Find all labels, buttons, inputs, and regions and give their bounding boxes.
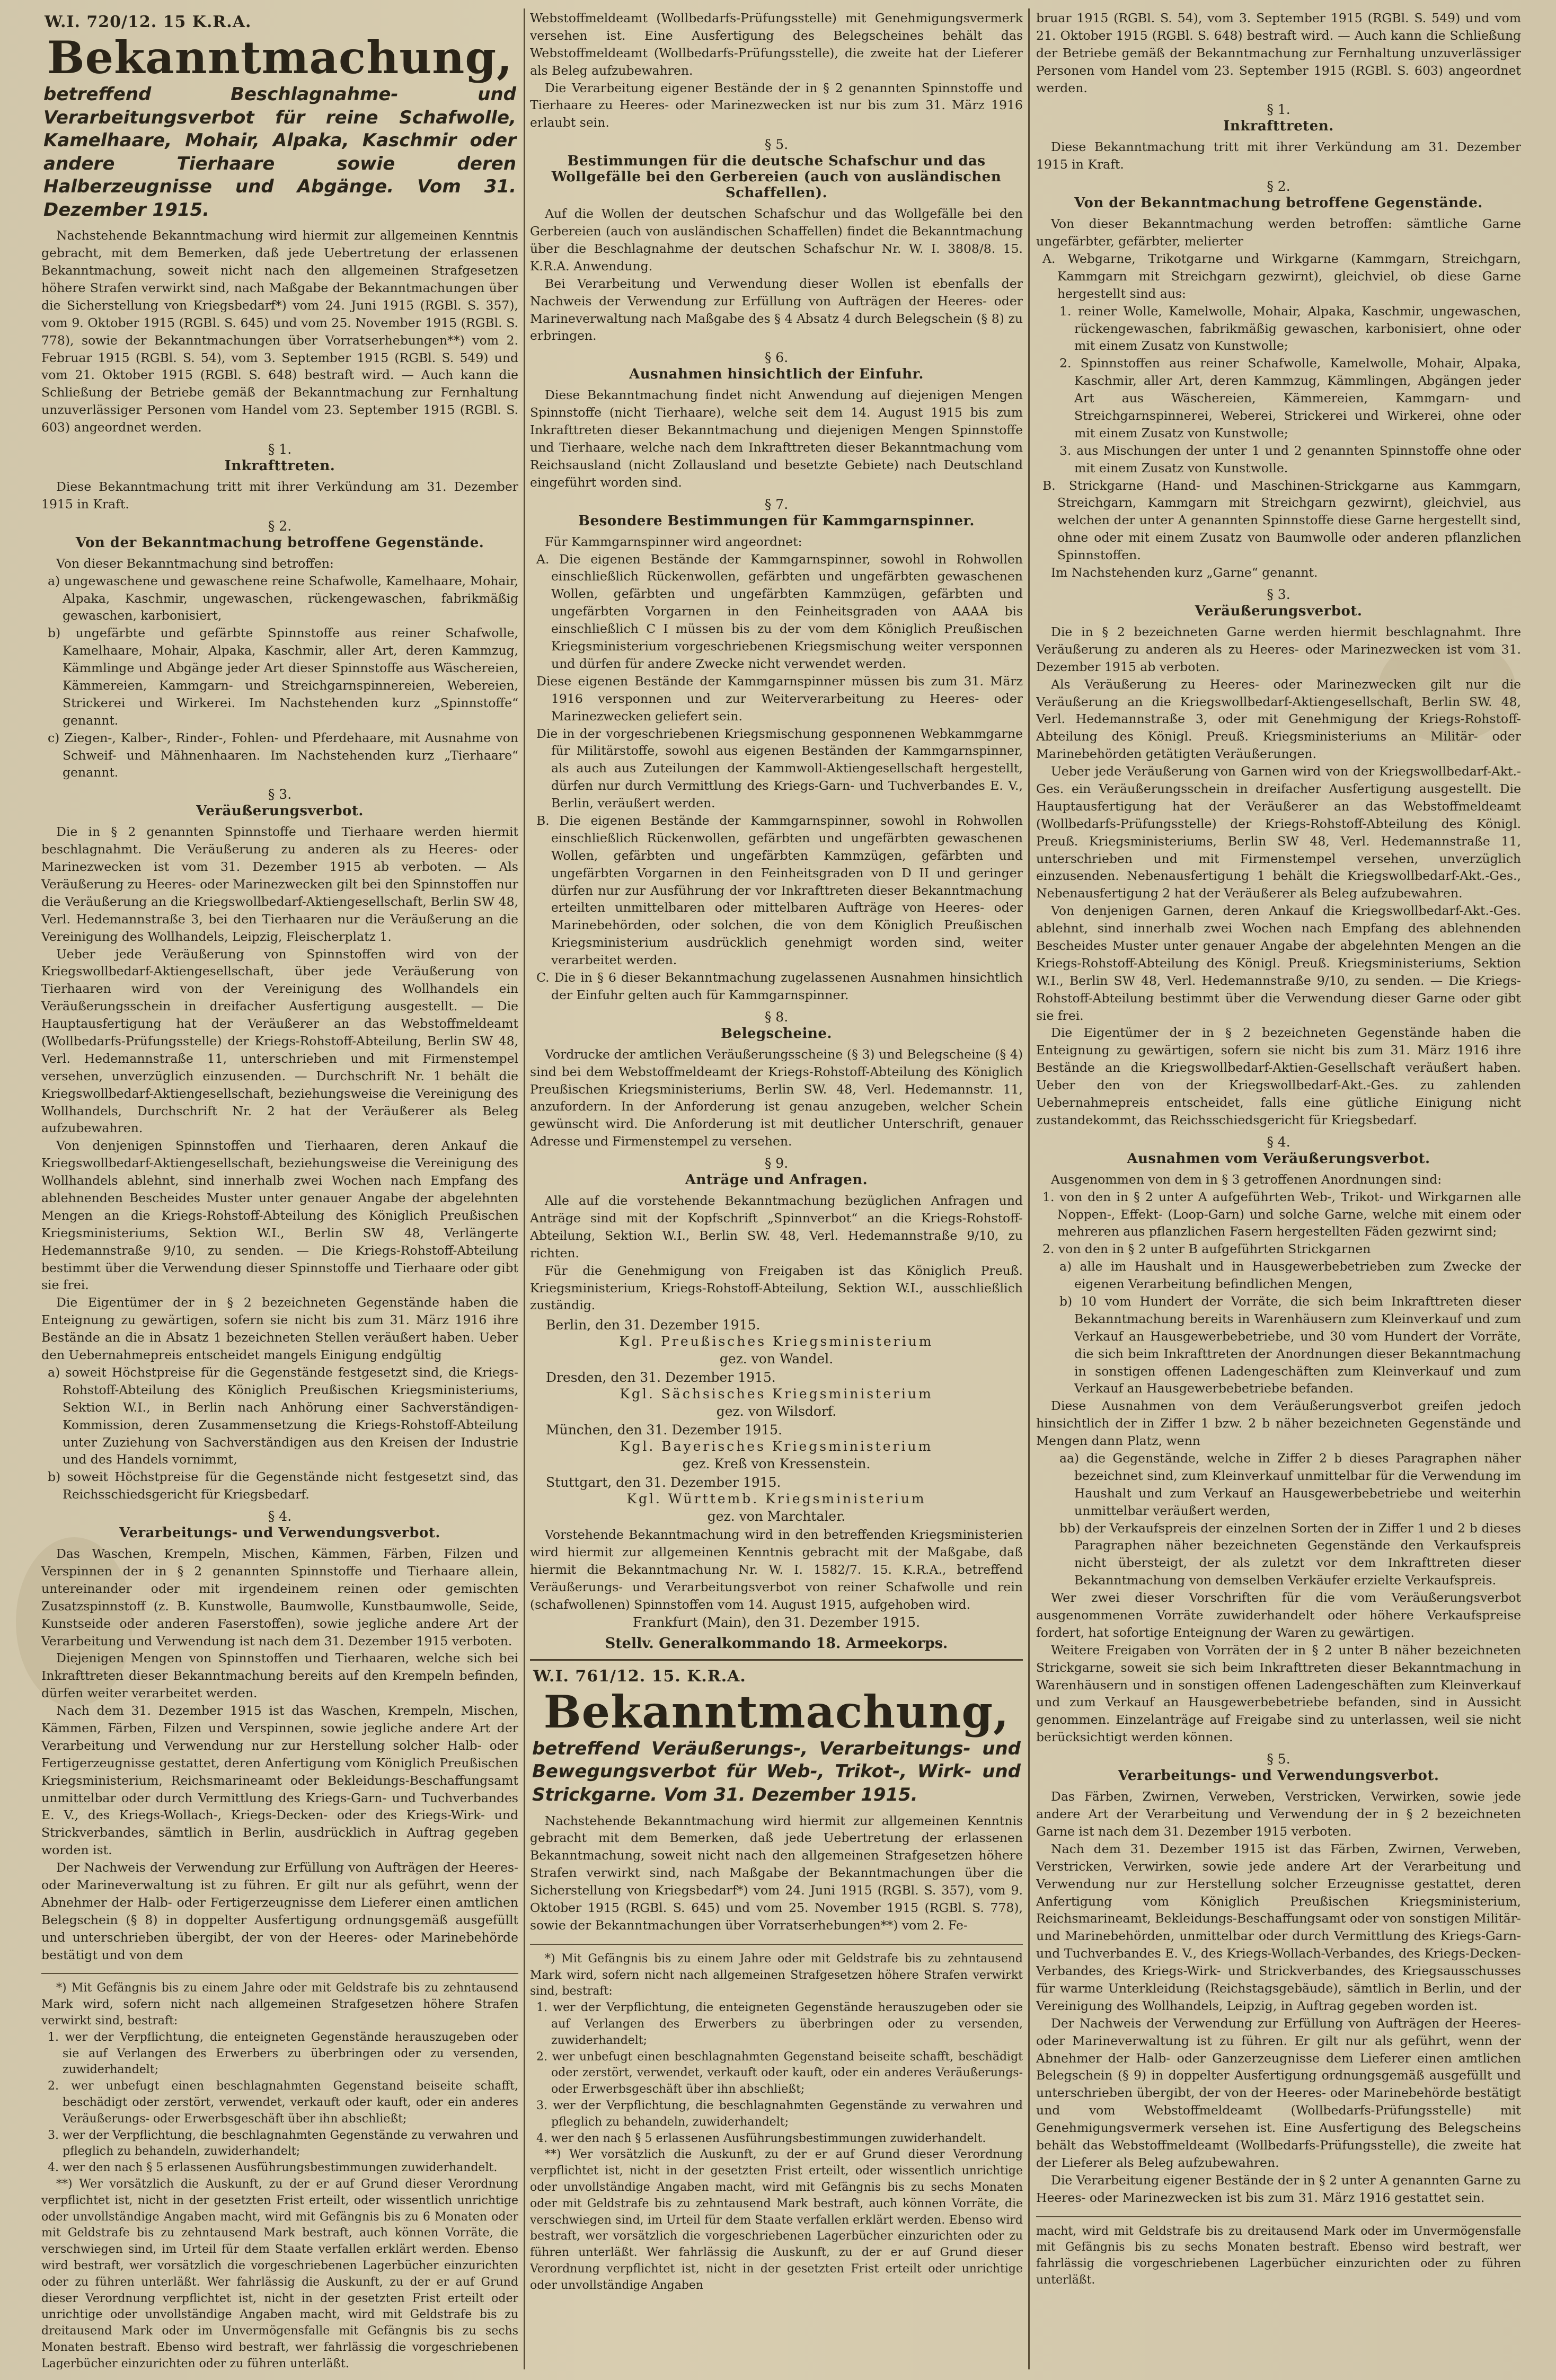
section-heading: Von der Bekanntmachung betroffene Gegenstände. <box>1074 195 1483 211</box>
list-item: bb) der Verkaufspreis der einzelnen Sorten der in Ziffer 1 und 2 b dieses Paragraphen näher bezeichneten Gegenstände den Verkaufspreis nicht übersteigt, der als zuletzt vor dem Inkrafttreten dieser Bekanntmachung von demselben Verkäufer erzielte Verkaufspreis. <box>1059 1520 1521 1588</box>
signature-place: Dresden, den 31. Dezember 1915. <box>546 1370 776 1386</box>
section-heading: Veräußerungsverbot. <box>1195 603 1363 619</box>
column-1 <box>41 10 518 2369</box>
paragraph: Die in § 2 genannten Spinnstoffe und Tierhaare werden hiermit beschlagnahmt. Die Veräußerung zu anderen als zu Heeres- oder Marinezwecken ist vom 31. Dezember 1915 ab verboten. — Als Veräußerung zu Heeres- oder Marinezwecken gilt bei den Spinnstoffen nur die Veräußerung an die Kriegswollbedarf-Aktiengesellschaft, Berlin SW 48, Verl. Hedemannstraße 3, bei den Tierhaaren nur die Veräußerung an die Vereinigung des Wollhandels, Leipzig, Fleischerplatz 1. <box>41 824 518 944</box>
announcement-title: Bekanntmachung, <box>543 1685 1010 1738</box>
section-heading: Veräußerungsverbot. <box>196 803 364 819</box>
paragraph: Der Nachweis der Verwendung zur Erfüllung von Aufträgen der Heeres- oder Marineverwaltung ist zu führen. Er gilt nur als geführt, wenn der Abnehmer der Halb- oder Ganzerzeugnisse dem Lieferer einen amtlichen Belegschein (§ 9) in doppelter Ausfertigung ordnungsgemäß ausgefüllt und unterschrieben übergibt, der von der Heeres- oder Marinebehörde bestätigt und vom Webstoffmeldeamt (Wollbedarfs-Prüfungsstelle) mit Genehmigungsvermerk versehen ist. Eine Ausfertigung des Belegscheins behält das Webstoffmeldeamt (Wollbedarfs-Prüfungsstelle), die zweite hat der Lieferer als Beleg aufzubewahren. <box>1036 2015 1521 2170</box>
list-item: aa) die Gegenstände, welche in Ziffer 2 b dieses Paragraphen näher bezeichnet sind, zum Kleinverkauf unmittelbar für die Verwendung im Haushalt und zum Verkauf an Hausgewerbebetriebe und weiterhin unmittelbar veräußert werden, <box>1059 1451 1521 1518</box>
footnote: macht, wird mit Geldstrafe bis zu dreitausend Mark oder im Unvermögensfalle mit Gefängnis bis zu sechs Monaten bestraft. Ebenso wird bestraft, wer fahrlässig die vorgeschriebenen Lagerbücher einzurichten oder zu führen unterläßt. <box>1036 2224 1521 2287</box>
footnote-divider <box>41 1973 518 1974</box>
paragraph: Webstoffmeldeamt (Wollbedarfs-Prüfungsstelle) mit Genehmigungsvermerk versehen ist. Eine Ausfertigung des Belegscheines behält das Webstoffmeldeamt (Wollbedarfs-Prüfungsstelle), die zweite hat der Lieferer als Beleg aufzubewahren. <box>530 11 1023 78</box>
section-heading: Inkrafttreten. <box>1223 118 1334 135</box>
paragraph: Von dieser Bekanntmachung sind betroffen: <box>56 556 334 571</box>
footnote-item: 2. wer unbefugt einen beschlagnahmten Gegenstand beiseite schafft, beschädigt oder zerstört, verwendet, verkauft oder kauft, oder ein anderes Veräußerungs- oder Erwerbsgeschäft über ihn abschließt; <box>48 2079 518 2126</box>
paragraph: Wer zwei dieser Vorschriften für die vom Veräußerungsverbot ausgenommenen Vorräte zuwiderhandelt oder höhere Verkaufspreise fordert, hat sofortige Enteignung der Waren zu gewärtigen. <box>1036 1590 1521 1640</box>
ministry-name: Kgl. Bayerisches Kriegsministerium <box>620 1439 933 1455</box>
paragraph: Nach dem 31. Dezember 1915 ist das Färben, Zwirnen, Verweben, Verstricken, Verwirken, sowie jede andere Art der Verarbeitung und Verwendung nur zur Herstellung solcher Erzeugnisse gestattet, deren Anfertigung vom Königlich Preußischen Kriegsministerium, Reichsmarineamt, Bekleidungs-Beschaffungsamt oder von sonstigen Militär- und Marinebehörden, unmittelbar oder durch Vermittlung des Kriegs-Garn- und Tuchverbandes E. V., des Kriegs-Wollach-Verbandes, des Kriegs-Decken-Verbandes, des Kriegs-Wirk- und Strickverbandes, des Kriegsausschusses für warme Unterkleidung (Reichstagsgebäude), sämtlich in Berlin, und der Vereinigung des Wollhandels, Leipzig, in Auftrag gegeben worden ist. <box>1036 1841 1521 2013</box>
section-number: § 4. <box>268 1509 292 1524</box>
paragraph: Von dieser Bekanntmachung werden betroffen: sämtliche Garne ungefärbter, gefärbter, melierter <box>1036 216 1521 249</box>
paragraph: Von denjenigen Spinnstoffen und Tierhaaren, deren Ankauf die Kriegswollbedarf-Aktiengesellschaft, beziehungsweise die Vereinigung des Wollhandels ablehnt, sind innerhalb zwei Wochen nach Empfang des ablehnenden Bescheides Muster unter genauer Angabe der abgelehnten Mengen an die Kriegs-Rohstoff-Abteilung des Königlich Preußischen Kriegsministeriums, Sektion W.I., Berlin SW 48, Verlängerte Hedemannstraße 9/10, zu senden. — Die Kriegs-Rohstoff-Abteilung bestimmt über die Verwendung dieser Spinnstoffe und Tierhaare oder gibt sie frei. <box>41 1138 518 1293</box>
section-heading: Von der Bekanntmachung betroffene Gegenstände. <box>75 534 484 551</box>
reference-number: W.I. 720/12. 15 K.R.A. <box>45 13 252 31</box>
paragraph: Von denjenigen Garnen, deren Ankauf die Kriegswollbedarf-Akt.-Ges. ablehnt, sind innerhalb zwei Wochen nach Empfang des ablehnenden Bescheides Muster unter genauer Angabe der abgelehnten Mengen an die Kriegs-Rohstoff-Abteilung des Königl. Preuß. Kriegsministeriums, Sektion W.I., Berlin SW 48, Verl. Hedemannstraße 9/10, zu senden. — Die Kriegs-Rohstoff-Abteilung bestimmt über die Verwendung dieser Garne oder gibt sie frei. <box>1036 903 1521 1023</box>
footnote-item: 2. wer unbefugt einen beschlagnahmten Gegenstand beiseite schafft, beschädigt oder zerstört, verwendet, verkauft oder kauft, oder ein anderes Veräußerungs- oder Erwerbsgeschäft über ihn abschließt; <box>536 2050 1023 2096</box>
paragraph: Vordrucke der amtlichen Veräußerungsscheine (§ 3) und Belegscheine (§ 4) sind bei dem Webstoffmeldeamt der Kriegs-Rohstoff-Abteilung des Königlich Preußischen Kriegsministeriums, Berlin SW. 48, Verl. Hedemannstr. 11, anzufordern. In der Anforderung ist genau anzugeben, welcher Schein gewünscht wird. Die Anforderung ist mit deutlicher Unterschrift, genauer Adresse und Firmenstempel zu versehen. <box>530 1046 1023 1149</box>
announcement-subtitle: betreffend Veräußerungs-, Verarbeitungs- und Bewegungsverbot für Web-, Trikot-, Wirk- und Strickgarne. Vom 31. Dezember 1915. <box>532 1738 1021 1805</box>
paragraph: Ueber jede Veräußerung von Spinnstoffen wird von der Kriegswollbedarf-Aktiengesellschaft, über jede Veräußerung von Tierhaaren wird von der Vereinigung des Wollhandels ein Veräußerungsschein in dreifacher Ausfertigung ausgestellt. — Die Hauptausfertigung hat der Veräußerer an das Webstoffmeldeamt (Wollbedarfs-Prüfungsstelle) der Kriegs-Rohstoff-Abteilung, Berlin SW 48, Verl. Hedemannstraße 11, unterschrieben und mit Firmenstempel versehen, unverzüglich einzusenden. — Durchschrift Nr. 1 behält die Kriegswollbedarf-Aktiengesellschaft, beziehungsweise die Vereinigung des Wollhandels, Durchschrift Nr. 2 hat der Veräußerer als Beleg aufzubewahren. <box>41 946 518 1136</box>
reference-number: W.I. 761/12. 15. K.R.A. <box>533 1667 746 1686</box>
paragraph: Das Waschen, Krempeln, Mischen, Kämmen, Färben, Filzen und Verspinnen der in § 2 genannten Spinnstoffe und Tierhaare allein, untereinander oder mit irgendeinem reinen oder gemischten Zusatzspinnstoff (z. B. Kunstwolle, Baumwolle, Kunstbaumwolle, Seide, Kunstseide oder anderen Faserstoffen), sowie jegliche andere Art der Verarbeitung und Verwendung ist nach dem 31. Dezember 1915 verboten. <box>41 1546 518 1649</box>
section-heading: Verarbeitungs- und Verwendungsverbot. <box>119 1525 440 1541</box>
paragraph: Diese Ausnahmen von dem Veräußerungsverbot greifen jedoch hinsichtlich der in Ziffer 1 bzw. 2 b näher bezeichneten Gegenstände und Mengen dann Platz, wenn <box>1036 1398 1521 1449</box>
paragraph: Diese Bekanntmachung tritt mit ihrer Verkündung am 31. Dezember 1915 in Kraft. <box>1036 139 1521 172</box>
footnote-item: 3. wer der Verpflichtung, die beschlagnahmten Gegenstände zu verwahren und pfleglich zu behandeln, zuwiderhandelt; <box>536 2099 1023 2129</box>
paragraph: Weitere Freigaben von Vorräten der in § 2 unter B näher bezeichneten Strickgarne, soweit sie sich beim Inkrafttreten dieser Bekanntmachung in Warenhäusern und in sonstigen offenen Ladengeschäften zum Kleinverkauf und zum Verkauf an Hausgewerbebetriebe befanden, sind in Aussicht genommen. Einzelanträge auf Freigabe sind zu unterlassen, weil sie nicht berücksichtigt werden können. <box>1036 1642 1521 1745</box>
section-heading: Ausnahmen vom Veräußerungsverbot. <box>1127 1150 1430 1167</box>
section-number: § 7. <box>764 496 789 512</box>
list-item: 2. Spinnstoffen aus reiner Schafwolle, Kamelwolle, Mohair, Alpaka, Kaschmir, aller Art, deren Kammzug, Kämmlingen, Abgängen jeder Art aus Wäschereien, Kämmereien, Kammgarn- und Streichgarnspinnerei, Weberei, Strickerei und Wirkerei, ohne oder mit einem Zusatz von Kunstwolle; <box>1059 356 1521 440</box>
list-item: C. Die in § 6 dieser Bekanntmachung zugelassenen Ausnahmen hinsichtlich der Einfuhr gelten auch für Kammgarnspinner. <box>536 969 1023 1002</box>
footnote-divider <box>1036 2216 1521 2217</box>
paragraph: Für die Genehmigung von Freigaben ist das Königlich Preuß. Kriegsministerium, Kriegs-Rohstoff-Abteilung, Sektion W.I., ausschließlich zuständig. <box>530 1263 1023 1313</box>
column-rule <box>524 8 525 2369</box>
list-item: 2. von den in § 2 unter B aufgeführten Strickgarnen <box>1042 1241 1371 1257</box>
paragraph: Die Eigentümer der in § 2 bezeichneten Gegenstände haben die Enteignung zu gewärtigen, sofern sie nicht bis zum 31. März 1916 ihre Bestände an die in Absatz 1 bezeichneten Stellen veräußert haben. Ueber den Uebernahmepreis entscheidet mangels Einigung endgültig <box>41 1295 518 1363</box>
paragraph: Diese Bekanntmachung findet nicht Anwendung auf diejenigen Mengen Spinnstoffe (nicht Tierhaare), welche seit dem 14. August 1915 bis zum Inkrafttreten dieser Bekanntmachung und diejenigen Mengen Spinnstoffe und Tierhaare, welche nach dem Inkrafttreten dieser Bekanntmachung vom Reichsausland (nicht Zollausland und besetzte Gebiete) nach Deutschland eingeführt worden sind. <box>530 387 1023 490</box>
paragraph: Die in § 2 bezeichneten Garne werden hiermit beschlagnahmt. Ihre Veräußerung zu anderen als zu Heeres- oder Marinezwecken ist vom 31. Dezember 1915 ab verboten. <box>1036 624 1521 674</box>
announcement-title: Bekanntmachung, <box>47 31 513 84</box>
paragraph: Als Veräußerung zu Heeres- oder Marinezwecken gilt nur die Veräußerung an die Kriegswollbedarf-Aktiengesellschaft, Berlin SW. 48, Verl. Hedemannstraße 3, oder mit Genehmigung der Kriegs-Rohstoff-Abteilung des Königl. Preuß. Kriegsministeriums an Militär- oder Marinebehörden getätigten Veräußerungen. <box>1036 676 1521 762</box>
section-number: § 8. <box>764 1009 789 1025</box>
section-number: § 9. <box>764 1156 789 1171</box>
paragraph: Die Eigentümer der in § 2 bezeichneten Gegenstände haben die Enteignung zu gewärtigen, sofern sie nicht bis zum 31. März 1916 ihre Bestände an die Kriegswollbedarf-Aktien-Gesellschaft veräußert haben. Ueber den von der Kriegswollbedarf-Akt.-Ges. zu zahlenden Uebernahmepreis entscheidet, falls eine gütliche Einigung nicht zustandekommt, das Reichsschiedsgericht für Kriegsbedarf. <box>1036 1025 1521 1127</box>
signature-name: gez. von Wilsdorf. <box>716 1404 837 1420</box>
section-number: § 1. <box>1267 102 1290 118</box>
section-heading: Verarbeitungs- und Verwendungsverbot. <box>1118 1768 1439 1784</box>
section-number: § 2. <box>1267 179 1290 195</box>
signature-place: Stuttgart, den 31. Dezember 1915. <box>546 1475 781 1491</box>
list-item: b) 10 vom Hundert der Vorräte, die sich beim Inkrafttreten dieser Bekanntmachung bereits in Warenhäusern zum Kleinverkauf und zum Verkauf an Hausgewerbebetriebe, und 30 vom Hundert der Vorräte, die sich beim Inkrafttreten der Anordnungen dieser Bekanntmachung in sonstigen offenen Ladengeschäften zum Kleinverkauf und zum Verkauf an Hausgewerbebetriebe befanden. <box>1059 1294 1521 1396</box>
list-item: a) ungewaschene und gewaschene reine Schafwolle, Kamelhaare, Mohair, Alpaka, Kaschmir, ungewaschen, rückengewaschen, fabrikmäßig gewaschen, karbonisiert, <box>48 573 518 623</box>
closing-paragraph: Vorstehende Bekanntmachung wird in den betreffenden Kriegsministerien wird hiermit zur allgemeinen Kenntnis gebracht mit der Maßgabe, daß hiermit die Bekanntmachung Nr. W. I. 1582/7. 15. K.R.A., betreffend Veräußerungs- und Verarbeitungsverbot von reiner Schafwolle und rein (schafwollenen) Spinnstoffen vom 14. August 1915, aufgehoben wird. <box>530 1527 1023 1612</box>
section-number: § 3. <box>268 787 292 803</box>
list-item: c) Ziegen-, Kalber-, Rinder-, Fohlen- und Pferdehaare, mit Ausnahme von Schweif- und Mähnenhaaren. Im Nachstehenden kurz „Tierhaare“ genannt. <box>48 730 518 780</box>
ministry-name: Kgl. Sächsisches Kriegsministerium <box>620 1386 933 1402</box>
signature-name: gez. von Wandel. <box>719 1351 834 1367</box>
paragraph: Das Färben, Zwirnen, Verweben, Verstricken, Verwirken, sowie jede andere Art der Verarbeitung und Verwendung der in § 2 bezeichneten Garne ist nach dem 31. Dezember 1915 verboten. <box>1036 1789 1521 1839</box>
paragraph: bruar 1915 (RGBl. S. 54), vom 3. September 1915 (RGBl. S. 549) und vom 21. Oktober 1915 (RGBl. S. 648) bestraft wird. — Auch kann die Schließung der Betriebe gemäß der Bekanntmachung zur Fernhaltung unzuverlässiger Personen vom Handel vom 23. September 1915 (RGBl. S. 603) angeordnet werden. <box>1036 11 1521 95</box>
section-number: § 2. <box>268 518 292 534</box>
intro-paragraph: Nachstehende Bekanntmachung wird hiermit zur allgemeinen Kenntnis gebracht mit dem Bemerken, daß jede Uebertretung der erlassenen Bekanntmachung, soweit nicht nach den allgemeinen Strafgesetzen höhere Strafen verwirkt sind, nach Maßgabe der Bekanntmachungen über die Sicherstellung von Kriegsbedarf*) vom 24. Juni 1915 (RGBl. S. 357), vom 9. Oktober 1915 (RGBl. S. 645) und vom 25. November 1915 (RGBl. S. 778), sowie der Bekanntmachungen über Vorratserhebungen**) vom 2. Fe- <box>530 1813 1023 1933</box>
footnote: **) Wer vorsätzlich die Auskunft, zu der er auf Grund dieser Verordnung verpflichtet ist, nicht in der gesetzten Frist erteilt, oder wissentlich unrichtige oder unvollständige Angaben macht, wird mit Gefängnis bis zu sechs Monaten oder mit Geldstrafe bis zu zehntausend Mark bestraft, auch können Vorräte, die verschwiegen sind, im Urteil für dem Staate verfallen erklärt werden. Ebenso wird bestraft, wer vorsätzlich die vorgeschriebenen Lagerbücher einzurichten oder zu führen unterläßt. Wer fahrlässig die Auskunft, zu der er auf Grund dieser Verordnung verpflichtet ist, nicht in der gesetzten Frist erteilt oder unrichtige oder unvollständige Angaben <box>530 2148 1023 2292</box>
paragraph: Bei Verarbeitung und Verwendung dieser Wollen ist ebenfalls der Nachweis der Verwendung zur Erfüllung von Aufträgen der Heeres- oder Marineverwaltung nach Maßgabe des § 4 Absatz 4 durch Belegschein (§ 8) zu erbringen. <box>530 276 1023 343</box>
paragraph: Die Verarbeitung eigener Bestände der in § 2 genannten Spinnstoffe und Tierhaare zu Heeres- oder Marinezwecken ist nur bis zum 31. März 1916 erlaubt sein. <box>530 80 1023 130</box>
signature-place: Berlin, den 31. Dezember 1915. <box>546 1317 761 1333</box>
section-heading: Belegscheine. <box>721 1025 832 1042</box>
list-item: a) soweit Höchstpreise für die Gegenstände festgesetzt sind, die Kriegs-Rohstoff-Abteilung des Königlich Preußischen Kriegsministeriums, Sektion W.I., in Berlin nach Anhörung einer Sachverständigen-Kommission, deren Zusammensetzung die Kriegs-Rohstoff-Abteilung unter Zuziehung von Sachverständigen aus den Kreisen der Industrie und des Handels vornimmt, <box>48 1364 518 1467</box>
footnote-item: 1. wer der Verpflichtung, die enteigneten Gegenstände herauszugeben oder sie auf Verlangen des Erwerbers zu überbringen oder zu versenden, zuwiderhandelt; <box>48 2030 518 2077</box>
list-item: A. Webgarne, Trikotgarne und Wirkgarne (Kammgarn, Streichgarn, Kammgarn mit Streichgarn gezwirnt), gleichviel, ob diese Garne hergestellt sind aus: <box>1042 251 1521 301</box>
list-item: B. Die eigenen Bestände der Kammgarnspinner, sowohl in Rohwollen einschließlich Rückenwollen, gefärbten und ungefärbten gewaschenen Wollen, gefärbten und ungefärbten Kammzügen, gefärbten und ungefärbten Vorgarnen in den Feinheitsgraden von D II und geringer dürfen nur zur Ausführung der vor Inkrafttreten dieser Bekanntmachung erteilten unmittelbaren oder mittelbaren Aufträge von Heeres- oder Marinebehörden, oder solchen, die von dem Königlich Preußischen Kriegsministerium ausdrücklich genehmigt worden sind, weiter verarbeitet werden. <box>536 813 1023 968</box>
signature-name: gez. von Marchtaler. <box>707 1509 846 1524</box>
paragraph: Ueber jede Veräußerung von Garnen wird von der Kriegswollbedarf-Akt.-Ges. ein Veräußerungsschein in dreifacher Ausfertigung ausgestellt. Die Hauptausfertigung hat der Veräußerer an das Webstoffmeldeamt (Wollbedarfs-Prüfungsstelle) der Kriegs-Rohstoff-Abteilung des Königl. Preuß. Kriegsministeriums, Berlin SW 48, Verl. Hedemannstraße 11, unterschrieben und mit Firmenstempel versehen, unverzüglich einzusenden. Nebenausfertigung 1 behält die Kriegswollbedarf-Akt.-Ges., Nebenausfertigung 2 hat der Veräußerer als Beleg aufzubewahren. <box>1036 764 1521 901</box>
paragraph: Im Nachstehenden kurz „Garne“ genannt. <box>1051 565 1318 580</box>
footnotes <box>1036 2224 1521 2289</box>
list-item: 1. reiner Wolle, Kamelwolle, Mohair, Alpaka, Kaschmir, ungewaschen, rückengewaschen, fabrikmäßig gewaschen, karbonisiert, ohne oder mit einem Zusatz von Kunstwolle; <box>1059 303 1521 354</box>
ministry-name: Kgl. Preußisches Kriegsministerium <box>619 1334 934 1350</box>
footnote-item: 4. wer den nach § 5 erlassenen Ausführungsbestimmungen zuwiderhandelt. <box>48 2161 498 2175</box>
section-number: § 4. <box>1267 1134 1290 1150</box>
section-heading: Ausnahmen hinsichtlich der Einfuhr. <box>629 366 924 383</box>
footnote-divider <box>530 1944 1023 1945</box>
signature-place: Frankfurt (Main), den 31. Dezember 1915. <box>632 1614 921 1630</box>
footnote-item: 1. wer der Verpflichtung, die enteigneten Gegenstände herauszugeben oder sie auf Verlangen des Erwerbers zu überbringen oder zu versenden, zuwiderhandelt; <box>536 2001 1023 2047</box>
section-heading: Besondere Bestimmungen für Kammgarnspinner. <box>578 513 975 529</box>
section-number: § 6. <box>764 350 789 366</box>
list-item: b) ungefärbte und gefärbte Spinnstoffe aus reiner Schafwolle, Kamelhaare, Mohair, Alpaka, Kaschmir, aller Art, deren Kammzug, Kämmlinge und Abgänge jeder Art dieser Spinnstoffe aus Wäschereien, Kämmereien, Kammgarn- und Streichgarnspinnereien, Webereien, Strickerei und Wirkerei. Im Nachstehenden kurz „Spinnstoffe“ genannt. <box>48 625 518 728</box>
paragraph: Auf die Wollen der deutschen Schafschur und das Wollgefälle bei den Gerbereien (auch von ausländischen Schaffellen) findet die Bekanntmachung über die Beschlagnahme der deutschen Schafschur Nr. W. I. 3808/8. 15. K.R.A. Anwendung. <box>530 206 1023 274</box>
announcement-divider <box>530 1659 1023 1661</box>
section-number: § 5. <box>1267 1751 1290 1767</box>
paragraph: Nach dem 31. Dezember 1915 ist das Waschen, Krempeln, Mischen, Kämmen, Färben, Filzen und Verspinnen, sowie jegliche andere Art der Verarbeitung und Verwendung nur zur Herstellung solcher Halb- oder Fertigerzeugnisse gestattet, deren Anfertigung vom Königlich Preußischen Kriegsministerium, Reichsmarineamt oder Bekleidungs-Beschaffungsamt unmittelbar oder durch Vermittlung des Kriegs-Garn- und Tuchverbandes E. V., des Kriegs-Wollach-, Kriegs-Decken- oder des Kriegs-Wirk- und Strickverbandes, sämtlich in Berlin, ausdrücklich in Auftrag gegeben worden ist. <box>41 1703 518 1858</box>
announcement-subtitle: betreffend Beschlagnahme- und Verarbeitungsverbot für reine Schafwolle, Kamelhaare, Mohair, Alpaka, Kaschmir oder andere Tierhaare sowie deren Halberzeugnisse und Abgänge. Vom 31. Dezember 1915. <box>43 84 516 221</box>
intro-paragraph: Nachstehende Bekanntmachung wird hiermit zur allgemeinen Kenntnis gebracht, mit dem Bemerken, daß jede Uebertretung der erlassenen Bekanntmachung, soweit nicht nach den allgemeinen Strafgesetzen höhere Strafen verwirkt sind, nach Maßgabe der Bekanntmachungen über die Sicherstellung von Kriegsbedarf*) vom 24. Juni 1915 (RGBl. S. 357), vom 9. Oktober 1915 (RGBl. S. 645) und vom 25. November 1915 (RGBl. S. 778), sowie der Bekanntmachungen über Vorratserhebungen**) vom 2. Februar 1915 (RGBl. S. 54), vom 3. September 1915 (RGBl. S. 549) und vom 21. Oktober 1915 (RGBl. S. 648) bestraft wird. — Auch kann die Schließung der Betriebe gemäß der Bekanntmachung zur Fernhaltung unzuverlässiger Personen vom Handel vom 23. September 1915 (RGBl. S. 603) angeordnet werden. <box>41 228 518 435</box>
footnotes <box>530 1951 1023 2294</box>
paragraph: Der Nachweis der Verwendung zur Erfüllung von Aufträgen der Heeres- oder Marineverwaltung ist zu führen. Er gilt nur als geführt, wenn der Abnehmer der Halb- oder Fertigerzeugnisse dem Lieferer einen amtlichen Belegschein (§ 8) in doppelter Ausfertigung ordnungsgemäß ausgefüllt und unterschrieben übergibt, der von der Heeres- oder Marinebehörde bestätigt und von dem <box>41 1860 518 1962</box>
column-3 <box>1036 10 1521 2369</box>
section-heading: Bestimmungen für die deutsche Schafschur und das Wollgefälle bei den Gerbereien (auch von ausländischen Schaffellen). <box>551 153 1002 201</box>
footnote: **) Wer vorsätzlich die Auskunft, zu der er auf Grund dieser Verordnung verpflichtet ist, nicht in der gesetzten Frist erteilt, oder wissentlich unrichtige oder unvollständige Angaben macht, wird mit Gefängnis bis zu 6 Monaten oder mit Geldstrafe bis zu zehntausend Mark bestraft, auch können Vorräte, die verschwiegen sind, im Urteil für dem Staate verfallen erklärt werden. Ebenso wird bestraft, wer vorsätzlich die vorgeschriebenen Lagerbücher einzurichten oder zu führen unterläßt. Wer fahrlässig die Auskunft, zu der er auf Grund dieser Verordnung verpflichtet ist, nicht in der gesetzten Frist erteilt oder unrichtige oder unvollständige Angaben macht, wird mit Geldstrafe bis zu dreitausend Mark oder im Unvermögensfalle mit Gefängnis bis zu sechs Monaten bestraft. Ebenso wird bestraft, wer fahrlässig die vorgeschriebenen Lagerbücher einzurichten oder zu führen unterläßt. <box>41 2178 518 2369</box>
signature-place: München, den 31. Dezember 1915. <box>546 1422 783 1438</box>
footnote: *) Mit Gefängnis bis zu einem Jahre oder mit Geldstrafe bis zu zehntausend Mark wird, sofern nicht nach allgemeinen Strafgesetzen höhere Strafen verwirkt sind, bestraft: <box>41 1981 518 2028</box>
column-rule <box>1028 8 1030 2369</box>
paragraph: Diese Bekanntmachung tritt mit ihrer Verkündung am 31. Dezember 1915 in Kraft. <box>41 479 518 512</box>
list-item: 3. aus Mischungen der unter 1 und 2 genannten Spinnstoffe ohne oder mit einem Zusatz von Kunstwolle. <box>1059 443 1521 475</box>
footnotes <box>41 1980 518 2369</box>
section-heading: Inkrafttreten. <box>224 457 335 474</box>
list-item: 1. von den in § 2 unter A aufgeführten Web-, Trikot- und Wirkgarnen alle Noppen-, Effekt- (Loop-Garn) und solche Garne, welche mit einem oder mehreren aus pflanzlichen Fasern hergestellten Fäden gezwirnt sind; <box>1042 1189 1521 1239</box>
paragraph: Alle auf die vorstehende Bekanntmachung bezüglichen Anfragen und Anträge sind mit der Kopfschrift „Spinnverbot“ an die Kriegs-Rohstoff-Abteilung, Sektion W.I., Berlin SW. 48, Verl. Hedemannstraße 9/10, zu richten. <box>530 1193 1023 1260</box>
column-2 <box>530 10 1023 2369</box>
list-item: a) alle im Haushalt und in Hausgewerbebetrieben zum Zwecke der eigenen Verarbeitung befindlichen Mengen, <box>1059 1259 1521 1292</box>
signature-name: gez. Kreß von Kressenstein. <box>682 1456 871 1472</box>
footnote-item: 4. wer den nach § 5 erlassenen Ausführungsbestimmungen zuwiderhandelt. <box>536 2131 986 2145</box>
list-item: Diese eigenen Bestände der Kammgarnspinner müssen bis zum 31. März 1916 versponnen und zur Weiterverarbeitung zu Heeres- oder Marinezwecken geliefert sein. <box>536 673 1023 724</box>
list-item: b) soweit Höchstpreise für die Gegenstände nicht festgesetzt sind, das Reichsschiedsgericht für Kriegsbedarf. <box>48 1469 518 1502</box>
footnote: *) Mit Gefängnis bis zu einem Jahre oder mit Geldstrafe bis zu zehntausend Mark wird, sofern nicht nach allgemeinen Strafgesetzen höhere Strafen verwirkt sind, bestraft: <box>530 1952 1023 1998</box>
paragraph: Ausgenommen von dem in § 3 getroffenen Anordnungen sind: <box>1051 1171 1442 1187</box>
paragraph: Die Verarbeitung eigener Bestände der in § 2 unter A genannten Garne zu Heeres- oder Marinezwecken ist bis zum 31. März 1916 gestattet sein. <box>1036 2172 1521 2205</box>
footnote-item: 3. wer der Verpflichtung, die beschlagnahmten Gegenstände zu verwahren und pfleglich zu behandeln, zuwiderhandelt; <box>48 2128 518 2158</box>
issuing-authority: Stellv. Generalkommando 18. Armeekorps. <box>605 1635 948 1652</box>
list-item: Die in der vorgeschriebenen Kriegsmischung gesponnenen Webkammgarne für Militärstoffe, sowohl aus eigenen Beständen der Kammgarnspinner, als auch aus Zuteilungen der Kammwoll-Aktiengesellschaft hergestellt, dürfen nur durch Vermittlung des Kriegs-Garn- und Tuchverbandes E. V., Berlin, veräußert werden. <box>536 726 1023 811</box>
list-item: A. Die eigenen Bestände der Kammgarnspinner, sowohl in Rohwollen einschließlich Rückenwollen, gefärbten und ungefärbten gewaschenen Wollen, gefärbten und ungefärbten Kammzügen, gefärbten und ungefärbten Vorgarnen in den Feinheitsgraden von AAAA bis einschließlich C I müssen bis zu der vom dem Königlich Preußischen Kriegsministerium vorgeschriebenen Kriegsmischung weiter versponnen und dürfen für andere Zwecke nicht verwendet werden. <box>536 551 1023 671</box>
section-heading: Anträge und Anfragen. <box>685 1172 868 1188</box>
section-number: § 3. <box>1267 586 1290 602</box>
section-number: § 5. <box>764 137 789 153</box>
ministry-name: Kgl. Württemb. Kriegsministerium <box>626 1491 926 1507</box>
list-item: B. Strickgarne (Hand- und Maschinen-Strickgarne aus Kammgarn, Streichgarn, Kammgarn mit Streichgarn gezwirnt), gleichviel, aus welchen der unter A genannten Spinnstoffe diese Garne hergestellt sind, ohne oder mit einem Zusatz von Baumwolle oder anderen pflanzlichen Spinnstoffen. <box>1042 478 1521 563</box>
paragraph: Für Kammgarnspinner wird angeordnet: <box>545 534 802 549</box>
paragraph: Diejenigen Mengen von Spinnstoffen und Tierhaaren, welche sich bei Inkrafttreten dieser Bekanntmachung bereits auf den Krempeln befinden, dürfen weiter verarbeitet werden. <box>41 1651 518 1701</box>
section-number: § 1. <box>268 441 292 457</box>
